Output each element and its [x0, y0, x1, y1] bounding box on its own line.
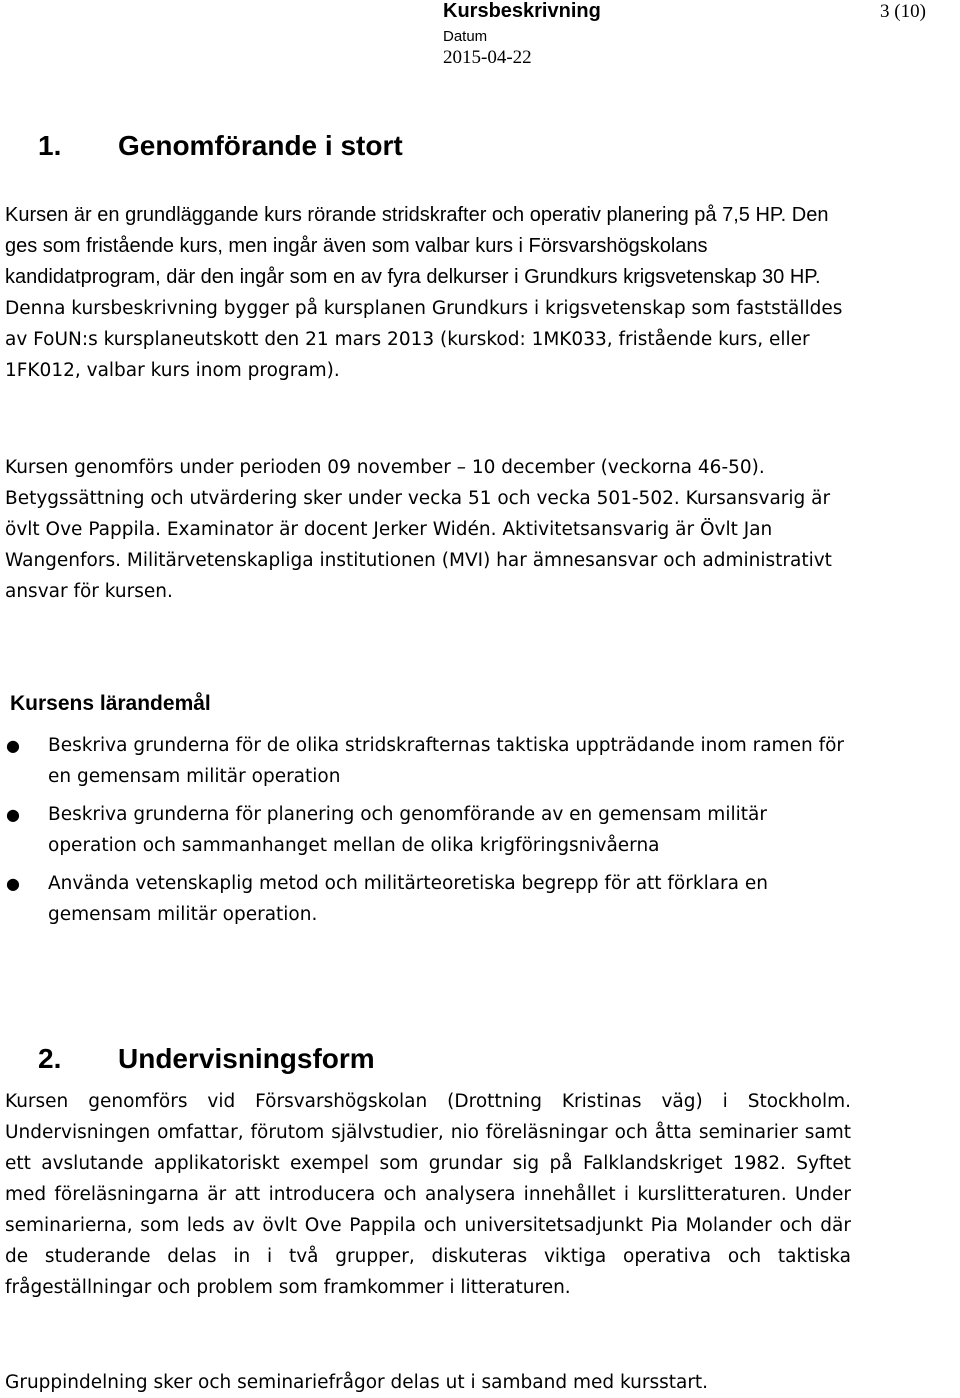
date-label: Datum — [443, 28, 488, 45]
section-2-number: 2. — [38, 1043, 62, 1074]
bullet-icon: ● — [6, 805, 20, 824]
section-1-paragraph-1 — [5, 200, 855, 386]
objectives-heading: Kursens lärandemål — [10, 692, 211, 715]
section-2-title: Undervisningsform — [118, 1043, 375, 1074]
section-1-heading — [38, 130, 403, 162]
bullet-icon: ● — [6, 874, 20, 893]
objective-text: Beskriva grunderna för de olika stridskrafternas taktiska uppträdande inom ramen för en gemensam militär operation — [48, 735, 845, 787]
section-2-paragraph-1: Kursen genomförs vid Försvarshögskolan (Drottning Kristinas väg) i Stockholm. Undervisningen omfattar, förutom självstudier, nio föreläsningar och åtta seminarier samt ett avslutande applikatoriskt exempel som grundar sig på Falklandskriget 1982. Syftet med föreläsningarna är att introducera och analysera innehållet i kurslitteraturen. Under seminarierna, som leds av övlt Ove Pappila och universitetsadjunkt Pia Molander och där de studerande delas in i två grupper, diskuteras viktiga operativa och taktiska frågeställningar och problem som framkommer i litteraturen. — [5, 1091, 851, 1298]
section-1-number: 1. — [38, 130, 62, 161]
document-type: Kursbeskrivning — [443, 0, 601, 22]
section-1-title: Genomförande i stort — [118, 130, 403, 161]
bullet-icon: ● — [6, 736, 20, 755]
section-1-paragraph-1-part-a: Kursen är en grundläggande kurs rörande stridskrafter och operativ planering på 7,5 HP. Den ges som fristående kurs, men ingår även som valbar kurs i Försvarshögskolans kandidatprogram, där den ingår som en av fyra delkurser i Grundkurs krigsvetenskap 30 HP. — [5, 204, 829, 288]
objective-text: Beskriva grunderna för planering och genomförande av en gemensam militär operation och sammanhanget mellan de olika krigföringsnivåerna — [48, 804, 767, 856]
section-2-paragraph-2: Gruppindelning sker och seminariefrågor delas ut i samband med kursstart. — [5, 1372, 709, 1393]
section-1-paragraph-2: Kursen genomförs under perioden 09 november – 10 december (veckorna 46-50). Betygssättning och utvärdering sker under vecka 51 och vecka 501-502. Kursansvarig är övlt Ove Pappila. Examinator är docent Jerker Widén. Aktivitetsansvarig är Övlt Jan Wangenfors. Militärvetenskapliga institutionen (MVI) har ämnesansvar och administrativt ansvar för kursen. — [5, 457, 832, 602]
objective-text: Använda vetenskaplig metod och militärteoretiska begrepp för att förklara en gemensam militär operation. — [48, 873, 768, 925]
date-value: 2015-04-22 — [443, 47, 532, 68]
section-2-heading — [38, 1043, 375, 1075]
section-1-paragraph-1-part-b: Denna kursbeskrivning bygger på kursplanen Grundkurs i krigsvetenskap som fastställdes av FoUN:s kursplaneutskott den 21 mars 2013 (kurskod: 1MK033, fristående kurs, eller 1FK012, valbar kurs inom program). — [5, 298, 843, 381]
page-number: 3 (10) — [880, 1, 926, 22]
